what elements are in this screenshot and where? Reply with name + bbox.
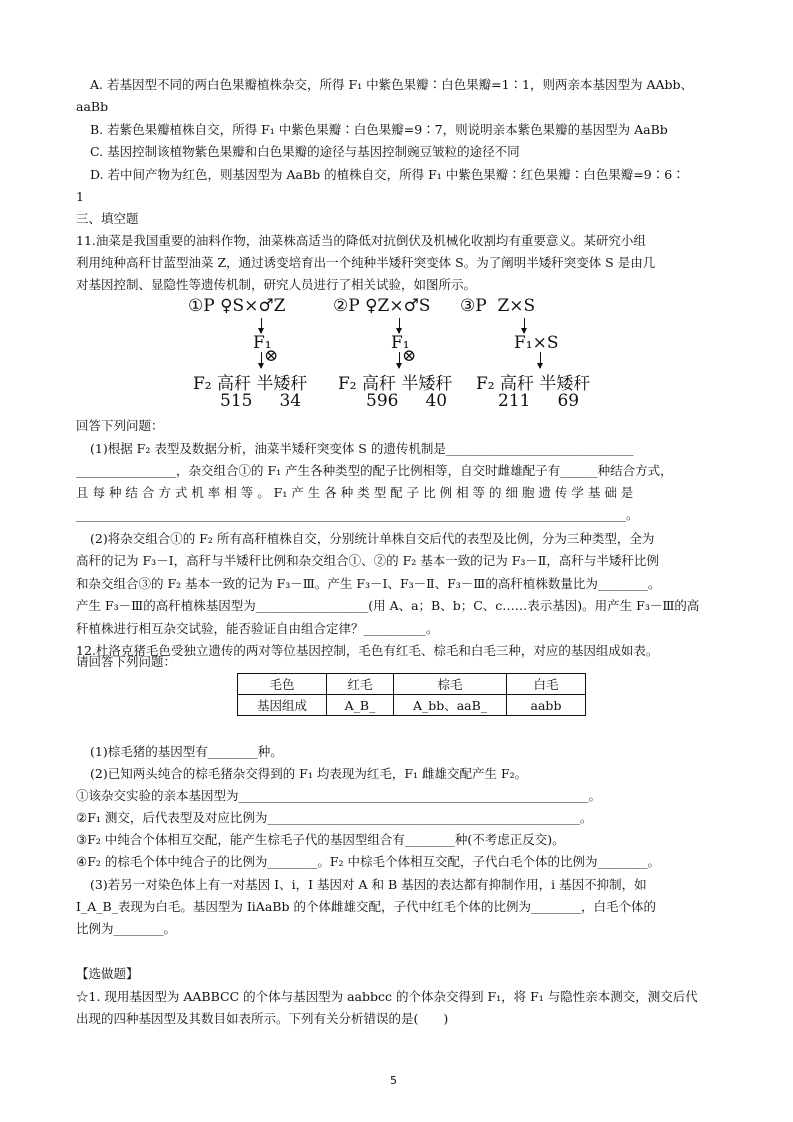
cross2-self-symbol: ⊗ (402, 346, 417, 366)
page-number: 5 (390, 1074, 397, 1087)
cross1-f2-header: F₂ 高秆 半矮秆 (193, 374, 308, 394)
q12-sub2c: ③F₂ 中纯合个体相互交配，能产生棕毛子代的基因型组合有________种(不考虑正反交)。 (76, 832, 565, 847)
q11-sub1-line4: ________________________________________________________________________________________。 (76, 507, 639, 522)
table-header-cell: 红毛 (327, 674, 394, 695)
table-cell: aabb (507, 695, 586, 716)
q11-sub1-line1: (1)根据 F₂ 表型及数据分析，油菜半矮秆突变体 S 的遗传机制是______________________________ (90, 441, 634, 456)
table-header-row (238, 674, 586, 695)
cross3-counts: 211 69 (498, 391, 580, 411)
cross2-counts: 596 40 (366, 391, 448, 411)
cross1-counts: 515 34 (220, 391, 302, 411)
cross3-arrow2 (540, 352, 541, 368)
cross2-f1: F₁ (391, 333, 410, 353)
table-cell: 基因组成 (238, 695, 327, 716)
cross1-arrow1 (261, 318, 262, 333)
option-c: C. 基因控制该植物紫色果瓣和白色果瓣的途径与基因控制豌豆皱粒的途径不同 (90, 144, 520, 159)
cross1-parents: ①P ♀S×♂Z (188, 296, 286, 316)
q12-sub2a: ①该杂交实验的亲本基因型为________________________________________________________。 (76, 788, 602, 803)
q11-sub2-line3: 和杂交组合③的 F₂ 基本一致的记为 F₃－Ⅲ。产生 F₃－Ⅰ、F₃－Ⅱ、F₃－Ⅲ的高秆植株数量比为________。 (76, 576, 661, 591)
table-cell: A_bb、aaB_ (394, 695, 507, 716)
cross2-arrow2 (399, 352, 400, 368)
cross2-parents: ②P ♀Z×♂S (333, 296, 431, 316)
elective-q1-line2: 出现的四种基因型及其数目如表所示。下列有关分析错误的是( ) (76, 1011, 449, 1026)
q12-stem-2-text: 请回答下列问题： (76, 654, 177, 669)
table-header-cell: 毛色 (238, 674, 327, 695)
q12-sub1: (1)棕毛猪的基因型有________种。 (90, 744, 283, 759)
cross1-arrow2 (261, 352, 262, 368)
q12-sub3-line1: (3)若另一对染色体上有一对基因 I、i，I 基因对 A 和 B 基因的表达都有抑制作用，i 基因不抑制，如 (90, 877, 647, 892)
cross3-arrow1 (524, 318, 525, 333)
q11-sub2-line4: 产生 F₃－Ⅲ的高秆植株基因型为__________________(用 A、a；B、b；C、c……表示基因)。用产生 F₃－Ⅲ的高 (76, 598, 700, 613)
cross1-self-symbol: ⊗ (264, 346, 279, 366)
q11-stem-1: 11.油菜是我国重要的油料作物，油菜株高适当的降低对抗倒伏及机械化收割均有重要意义。某研究小组 (76, 233, 646, 248)
genotype-table (237, 673, 586, 716)
cross3-parents: ③P Z×S (460, 296, 536, 316)
q11-sub2-line1: (2)将杂交组合①的 F₂ 所有高秆植株自交，分别统计单株自交后代的表型及比例，分为三种类型，全为 (90, 531, 655, 546)
q11-stem-3: 对基因控制、显隐性等遗传机制，研究人员进行了相关试验，如图所示。 (76, 277, 477, 292)
section-heading: 三、填空题 (76, 211, 139, 226)
cross3-f2-header: F₂ 高秆 半矮秆 (476, 374, 591, 394)
q12-stem-1: 12.杜洛克猪毛色受独立遗传的两对等位基因控制，毛色有红毛、棕毛和白毛三种，对应的基因组成如表。 (76, 643, 659, 658)
option-a-line2: aaBb (76, 99, 109, 114)
table-header-cell: 棕毛 (394, 674, 507, 695)
q12-sub2d: ④F₂ 的棕毛个体中纯合子的比例为________。F₂ 中棕毛个体相互交配，子代白毛个体的比例为________。 (76, 854, 661, 869)
q11-sub1-line3: 且 每 种 结 合 方 式 机 率 相 等 。 F₁ 产 生 各 种 类 型 配 子 比 例 相 等 的 细 胞 遗 传 学 基 础 是 (76, 485, 634, 500)
cross2-f2-header: F₂ 高秆 半矮秆 (338, 374, 453, 394)
q12-sub3-line2: I_A_B_表现为白毛。基因型为 IiAaBb 的个体雌雄交配，子代中红毛个体的比例为________，白毛个体的 (76, 899, 656, 914)
cross3-f1: F₁×S (514, 333, 559, 353)
q12-sub2b: ②F₁ 测交，后代表型及对应比例为__________________________________________________。 (76, 810, 593, 825)
table-row (238, 695, 586, 716)
table-header-cell: 白毛 (507, 674, 586, 695)
elective-heading: 【选做题】 (76, 966, 139, 981)
q11-sub2-line2: 高秆的记为 F₃－Ⅰ，高秆与半矮秆比例和杂交组合①、②的 F₂ 基本一致的记为 F₃－Ⅱ，高秆与半矮秆比例 (76, 553, 659, 568)
option-d-line1: D. 若中间产物为红色，则基因型为 AaBb 的植株自交，所得 F₁ 中紫色果瓣∶红色果瓣∶白色果瓣=9∶6∶ (90, 167, 685, 182)
option-a-line1: A. 若基因型不同的两白色果瓣植株杂交，所得 F₁ 中紫色果瓣∶白色果瓣=1∶1，则两亲本基因型为 AAbb、 (90, 77, 694, 92)
cross1-f1: F₁ (253, 333, 272, 353)
option-b: B. 若紫色果瓣植株自交，所得 F₁ 中紫色果瓣∶白色果瓣=9∶7，则说明亲本紫色果瓣的基因型为 AaBb (90, 122, 668, 137)
option-d-line2: 1 (76, 189, 84, 204)
table-cell: A_B_ (327, 695, 394, 716)
q12-sub2: (2)已知两头纯合的棕毛猪杂交得到的 F₁ 均表现为红毛，F₁ 雌雄交配产生 F₂。 (90, 766, 528, 781)
q12-sub3-line3: 比例为________。 (76, 921, 177, 936)
q11-sub1-line2: ________________，杂交组合①的 F₁ 产生各种类型的配子比例相等，自交时雌雄配子有______种结合方式， (76, 463, 673, 478)
q11-sub2-line5: 秆植株进行相互杂交试验，能否验证自由组合定律？__________。 (76, 621, 439, 636)
answer-prompt: 回答下列问题： (76, 418, 164, 433)
elective-q1-line1: ☆1. 现用基因型为 AABBCC 的个体与基因型为 aabbcc 的个体杂交得到 F₁，将 F₁ 与隐性亲本测交，测交后代 (76, 989, 698, 1004)
q11-stem-2: 利用纯种高秆甘蓝型油菜 Z，通过诱变培育出一个纯种半矮秆突变体 S。为了阐明半矮秆突变体 S 是由几 (76, 255, 656, 270)
cross2-arrow1 (399, 318, 400, 333)
